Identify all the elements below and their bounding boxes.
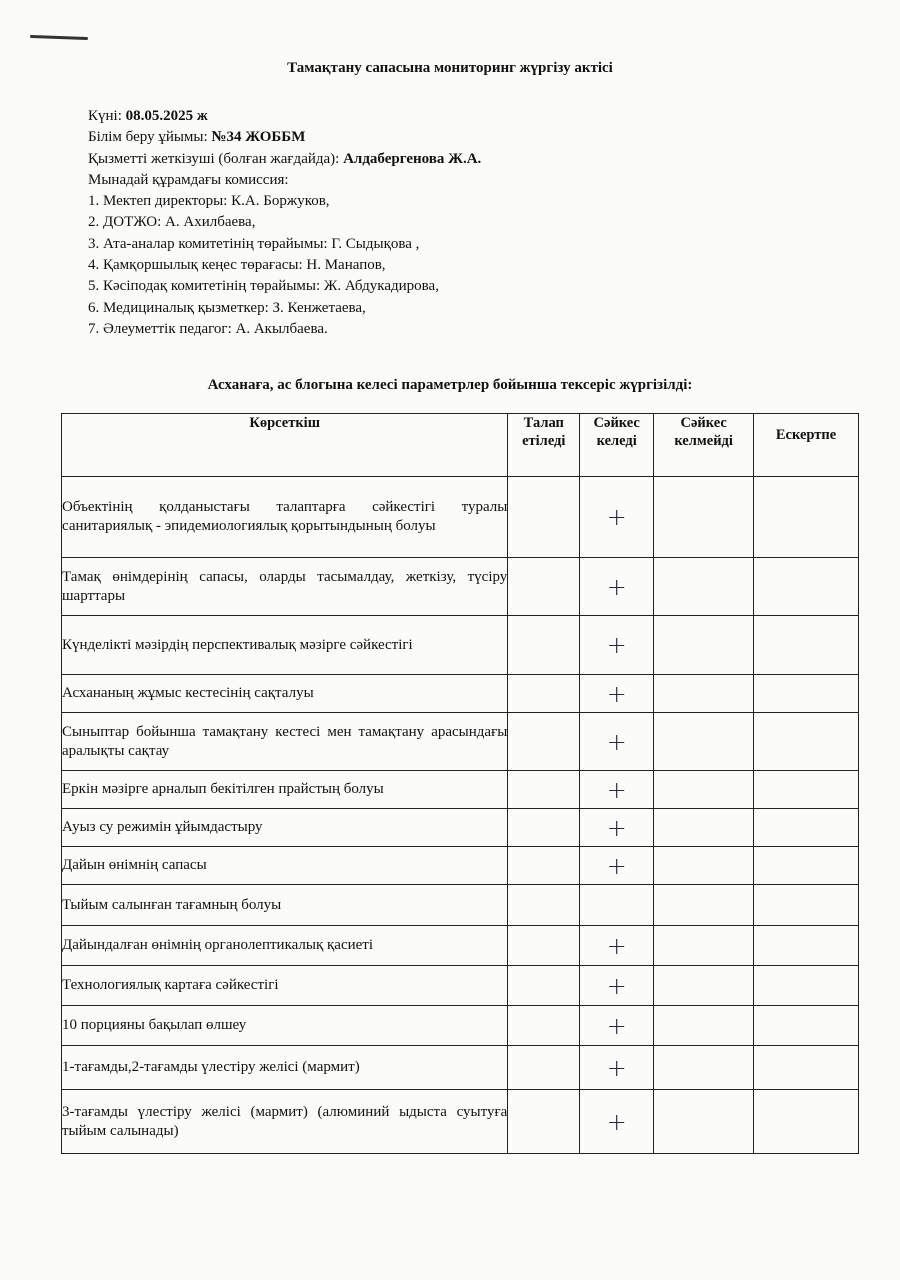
row-indicator: Дайын өнімнің сапасы <box>62 847 508 885</box>
cell-required <box>508 966 580 1006</box>
cell-complies-mark: + <box>580 771 654 809</box>
header-indicator: Көрсеткіш <box>62 414 508 477</box>
table-row <box>62 1006 859 1046</box>
cell-complies-mark: + <box>580 1090 654 1154</box>
org-label: Білім беру ұйымы: <box>88 129 212 146</box>
commission-member: 7. Әлеуметтік педагог: А. Акылбаева. <box>88 320 328 337</box>
cell-not-complies <box>654 771 754 809</box>
cell-note <box>754 809 859 847</box>
cell-complies-mark: + <box>580 675 654 713</box>
table-row <box>62 809 859 847</box>
org-value: №34 ЖОББМ <box>211 129 306 146</box>
cell-required <box>508 926 580 966</box>
header-required: Талап етіледі <box>508 414 580 477</box>
cell-note <box>754 558 859 616</box>
date-label: Күні: <box>88 108 126 124</box>
cell-not-complies <box>654 558 754 616</box>
cell-note <box>754 847 859 885</box>
cell-required <box>508 477 580 558</box>
info-block <box>88 106 481 340</box>
cell-complies-mark: + <box>580 713 654 771</box>
table-row <box>62 1090 859 1154</box>
row-indicator: Дайындалған өнімнің органолептикалық қасиеті <box>62 926 508 966</box>
row-indicator: Сыныптар бойынша тамақтану кестесі мен тамақтану арасындағы аралықты сақтау <box>62 713 508 771</box>
row-indicator: Тыйым салынған тағамның болуы <box>62 885 508 926</box>
cell-not-complies <box>654 847 754 885</box>
cell-note <box>754 885 859 926</box>
cell-complies-mark: + <box>580 558 654 616</box>
cell-not-complies <box>654 1006 754 1046</box>
cell-complies-mark: + <box>580 966 654 1006</box>
table-row <box>62 847 859 885</box>
table-row <box>62 885 859 926</box>
cell-complies-mark: + <box>580 1046 654 1090</box>
cell-not-complies <box>654 477 754 558</box>
commission-member: 1. Мектеп директоры: К.А. Боржуков, <box>88 193 330 210</box>
table-header-row <box>62 414 859 477</box>
table-row <box>62 771 859 809</box>
cell-note <box>754 1006 859 1046</box>
cell-note <box>754 926 859 966</box>
cell-required <box>508 616 580 675</box>
row-indicator: 1-тағамды,2-тағамды үлестіру желісі (мармит) <box>62 1046 508 1090</box>
cell-note <box>754 675 859 713</box>
row-indicator: 3-тағамды үлестіру желісі (мармит) (алюминий ыдыста суытуға тыйым салынады) <box>62 1090 508 1154</box>
table-row <box>62 616 859 675</box>
cell-complies-mark: + <box>580 809 654 847</box>
cell-not-complies <box>654 675 754 713</box>
cell-required <box>508 675 580 713</box>
commission-label: Мынадай құрамдағы комиссия: <box>88 171 289 188</box>
table-row <box>62 713 859 771</box>
table-row <box>62 926 859 966</box>
cell-note <box>754 1090 859 1154</box>
table-row <box>62 558 859 616</box>
commission-member: 4. Қамқоршылық кеңес төрағасы: Н. Манапов, <box>88 257 386 274</box>
document-title: Тамақтану сапасына мониторинг жүргізу актісі <box>287 60 613 76</box>
cell-complies-mark: + <box>580 616 654 675</box>
cell-note <box>754 477 859 558</box>
cell-complies-mark: + <box>580 926 654 966</box>
cell-required <box>508 1006 580 1046</box>
table-row <box>62 675 859 713</box>
cell-complies-mark: + <box>580 847 654 885</box>
cell-complies-mark: + <box>580 1006 654 1046</box>
commission-member: 6. Медициналық қызметкер: З. Кенжетаева, <box>88 299 366 316</box>
row-indicator: Технологиялық картаға сәйкестігі <box>62 966 508 1006</box>
cell-required <box>508 885 580 926</box>
row-indicator: Асхананың жұмыс кестесінің сақталуы <box>62 675 508 713</box>
table-subtitle: Асханаға, ас блогына келесі параметрлер бойынша тексеріс жүргізілді: <box>207 377 693 393</box>
commission-member: 2. ДОТЖО: А. Ахилбаева, <box>88 214 256 231</box>
row-indicator: Ауыз су режимін ұйымдастыру <box>62 809 508 847</box>
cell-not-complies <box>654 966 754 1006</box>
cell-not-complies <box>654 713 754 771</box>
header-complies: Сәйкес келеді <box>580 414 654 477</box>
cell-required <box>508 1046 580 1090</box>
row-indicator: 10 порцияны бақылап өлшеу <box>62 1006 508 1046</box>
inspection-table <box>61 413 859 1154</box>
org-line <box>88 127 481 148</box>
supplier-line <box>88 149 481 170</box>
cell-required <box>508 558 580 616</box>
row-indicator: Объектінің қолданыстағы талаптарға сәйкестігі туралы санитариялық - эпидемиологиялық қорытындының болуы <box>62 477 508 558</box>
cell-required <box>508 713 580 771</box>
cell-not-complies <box>654 1046 754 1090</box>
cell-required <box>508 847 580 885</box>
date-line <box>88 106 481 127</box>
cell-note <box>754 771 859 809</box>
row-indicator: Тамақ өнімдерінің сапасы, оларды тасымалдау, жеткізу, түсіру шарттары <box>62 558 508 616</box>
row-indicator: Еркін мәзірге арналып бекітілген прайстың болуы <box>62 771 508 809</box>
cell-not-complies <box>654 926 754 966</box>
table-row <box>62 966 859 1006</box>
table-row <box>62 477 859 558</box>
cell-complies-mark: + <box>580 477 654 558</box>
scan-pen-mark <box>30 35 88 40</box>
header-not-complies: Сәйкес келмейді <box>654 414 754 477</box>
cell-note <box>754 616 859 675</box>
header-note: Ескертпе <box>754 414 859 477</box>
supplier-value: Алдабергенова Ж.А. <box>343 150 482 167</box>
cell-note <box>754 713 859 771</box>
cell-note <box>754 1046 859 1090</box>
row-indicator: Күнделікті мәзірдің перспективалық мәзірге сәйкестігі <box>62 616 508 675</box>
cell-required <box>508 1090 580 1154</box>
supplier-label: Қызметті жеткізуші (болған жағдайда): <box>88 150 344 167</box>
table-row <box>62 1046 859 1090</box>
cell-required <box>508 809 580 847</box>
cell-not-complies <box>654 1090 754 1154</box>
date-value: 08.05.2025 ж <box>125 108 208 124</box>
cell-complies-mark <box>580 885 654 926</box>
commission-member: 5. Кәсіподақ комитетінің төрайымы: Ж. Абдукадирова, <box>88 278 439 295</box>
cell-required <box>508 771 580 809</box>
cell-not-complies <box>654 616 754 675</box>
cell-not-complies <box>654 885 754 926</box>
cell-not-complies <box>654 809 754 847</box>
cell-note <box>754 966 859 1006</box>
commission-member: 3. Ата-аналар комитетінің төрайымы: Г. Сыдықова , <box>88 235 420 252</box>
